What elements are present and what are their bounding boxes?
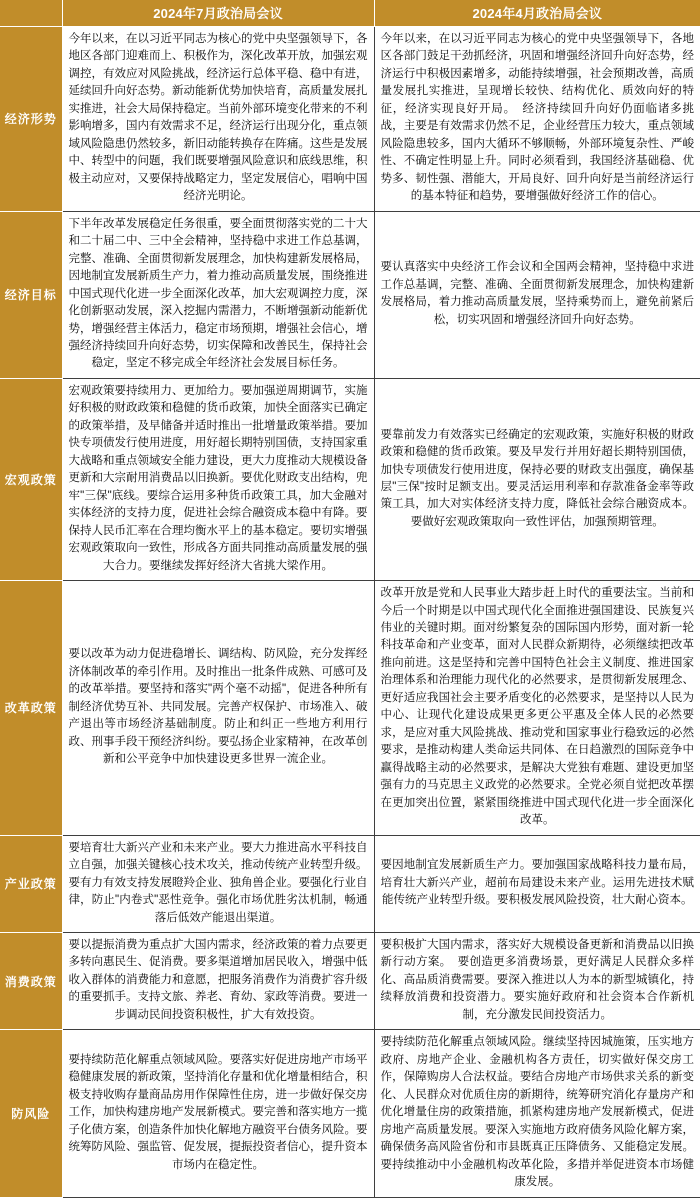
column-header-july: 2024年7月政治局会议 <box>62 0 374 27</box>
cell-text: 要认真落实中央经济工作会议和全国两会精神，坚持稳中求进工作总基调，完整、准确、全面贯彻新发展理念，加快构建新发展格局，着力推动高质量发展，坚持乘势而上，避免前紧后松，切实巩固和增强经济回升向好态势。 <box>380 261 694 326</box>
row-label-macro-policy: 宏观政策 <box>0 378 62 580</box>
cell-text: 下半年改革发展稳定任务很重，要全面贯彻落实党的二十大和二十届二中、三中全会精神，坚持稳中求进工作总基调，完整、准确、全面贯彻新发展理念，加快构建新发展格局，因地制宜发展新质生产力，着力推动高质量发展，围绕推进中国式现代化进一步全面深化改革，加大宏观调控力度，深化创新驱动发展，深入挖掘内需潜力，不断增强新动能新优势，增强经营主体活力，稳定市场预期，增强社会信心，增强经济持续回升向好态势，切实保障和改善民生，保持社会稳定，坚定不移完成全年经济社会发展目标任务。 <box>68 217 368 370</box>
cell-text: 要以改革为动力促进稳增长、调结构、防风险，充分发挥经济体制改革的牵引作用。及时推出一批条件成熟、可感可及的改革举措。要坚持和落实"两个毫不动摇"，促进各种所有制经济优势互补、共同发展。完善产权保护、市场准入、破产退出等市场经济基础制度。防止和纠正一些地方利用行政、刑事手段干预经济纠纷。要弘扬企业家精神，在改革创新和公平竞争中加快建设更多世界一流企业。 <box>68 648 368 766</box>
table-corner-cell <box>0 0 62 27</box>
table-header <box>0 0 700 27</box>
row-label-industrial-policy: 产业政策 <box>0 835 62 932</box>
cell-text: 要培育壮大新兴产业和未来产业。要大力推进高水平科技自立自强，加强关键核心技术攻关，推动传统产业转型升级。要有力有效支持发展瞪羚企业、独角兽企业。要强化行业自律，防止"内卷式"恶性竞争。强化市场优胜劣汰机制，畅通落后低效产能退出渠道。 <box>68 841 368 924</box>
cell-risk-prevention-april <box>374 1030 700 1197</box>
table-row <box>0 835 700 932</box>
cell-consumption-policy-april <box>374 932 700 1029</box>
row-label-consumption-policy: 消费政策 <box>0 932 62 1029</box>
table-row <box>0 378 700 580</box>
table-row <box>0 581 700 836</box>
column-header-april: 2024年4月政治局会议 <box>374 0 700 27</box>
cell-reform-policy-april <box>374 581 700 836</box>
table-body <box>0 27 700 1198</box>
table-row <box>0 1030 700 1197</box>
cell-text: 改革开放是党和人民事业大踏步赶上时代的重要法宝。当前和今后一个时期是以中国式现代化全面推进强国建设、民族复兴伟业的关键时期。面对纷繁复杂的国际国内形势，面对新一轮科技革命和产业变革，面对人民群众新期待，必须继续把改革推向前进。这是坚持和完善中国特色社会主义制度、推进国家治理体系和治理能力现代化的必然要求，是贯彻新发展理念、更好适应我国社会主要矛盾变化的必然要求，是坚持以人民为中心、让现代化建设成果更多更公平惠及全体人民的必然要求，是应对重大风险挑战、推动党和国家事业行稳致远的必然要求，是推动构建人类命运共同体、在日趋激烈的国际竞争中赢得战略主动的必然要求，是解决大党独有难题、建设更加坚强有力的马克思主义政党的必然要求。全党必须自觉把改革摆在更加突出位置，紧紧围绕推进中国式现代化进一步全面深化改革。 <box>380 587 694 827</box>
table-row <box>0 932 700 1029</box>
cell-text: 要以提振消费为重点扩大国内需求，经济政策的着力点要更多转向惠民生、促消费。要多渠道增加居民收入，增强中低收入群体的消费能力和意愿，把服务消费作为消费扩容升级的重要抓手。支持文旅、养老、育幼、家政等消费。要进一步调动民间投资积极性，扩大有效投资。 <box>68 938 368 1021</box>
cell-consumption-policy-july <box>62 932 374 1029</box>
row-label-economic-situation: 经济形势 <box>0 27 62 212</box>
cell-text: 今年以来，在以习近平同志为核心的党中央坚强领导下，各地区各部门迎难而上、积极作为，深化改革开放，加强宏观调控，有效应对风险挑战，经济运行总体平稳、稳中有进，延续回升向好态势。新动能新优势加快培育，高质量发展扎实推进，社会大局保持稳定。当前外部环境变化带来的不利影响增多，国内有效需求不足，经济运行出现分化，重点领域风险隐患仍然较多，新旧动能转换存在阵痛。这些是发展中、转型中的问题，我们既要增强风险意识和底线思维，积极主动应对，又要保持战略定力，坚定发展信心，唱响中国经济光明论。 <box>68 33 368 203</box>
table-row <box>0 211 700 378</box>
cell-reform-policy-july <box>62 581 374 836</box>
cell-text: 宏观政策要持续用力、更加给力。要加强逆周期调节，实施好积极的财政政策和稳健的货币政策，加快全面落实已确定的政策举措，及早储备并适时推出一批增量政策举措。要加快专项债发行使用进度，用好超长期特别国债，支持国家重大战略和重点领域安全能力建设，更大力度推动大规模设备更新和大宗耐用消费品以旧换新。要优化财政支出结构，兜牢"三保"底线。要综合运用多种货币政策工具，加大金融对实体经济的支持力度，促进社会综合融资成本稳中有降。要保持人民币汇率在合理均衡水平上的基本稳定。要切实增强宏观政策取向一致性，形成各方面共同推动高质量发展的强大合力。要继续发挥好经济大省挑大梁作用。 <box>68 384 368 572</box>
cell-text: 要持续防范化解重点领域风险。要落实好促进房地产市场平稳健康发展的新政策，坚持消化存量和优化增量相结合，积极支持收购存量商品房用作保障性住房，进一步做好保交房工作，加快构建房地产发展新模式。要完善和落实地方一揽子化债方案，创造条件加快化解地方融资平台债务风险。要统筹防风险、强监管、促发展，提振投资者信心，提升资本市场内在稳定性。 <box>68 1053 368 1171</box>
table-header-row <box>0 0 700 27</box>
cell-industrial-policy-april <box>374 835 700 932</box>
cell-macro-policy-april <box>374 378 700 580</box>
cell-text: 要靠前发力有效落实已经确定的宏观政策，实施好积极的财政政策和稳健的货币政策。要及早发行并用好超长期特别国债，加快专项债发行使用进度，保持必要的财政支出强度，确保基层"三保"按时足额支出。要灵活运用利率和存款准备金率等政策工具，加大对实体经济支持力度，降低社会综合融资成本。要做好宏观政策取向一致性评估，加强预期管理。 <box>380 428 694 528</box>
cell-economic-goals-july <box>62 211 374 378</box>
row-label-economic-goals: 经济目标 <box>0 211 62 378</box>
table-row <box>0 27 700 212</box>
row-label-risk-prevention: 防风险 <box>0 1030 62 1197</box>
cell-economic-goals-april <box>374 211 700 378</box>
row-label-reform-policy: 改革政策 <box>0 581 62 836</box>
cell-text: 今年以来，在以习近平同志为核心的党中央坚强领导下，各地区各部门鼓足干劲抓经济，巩固和增强经济回升向好态势，经济运行中积极因素增多，动能持续增强，社会预期改善，高质量发展扎实推进，呈现增长较快、结构优化、质效向好的特征，经济实现良好开局。 经济持续回升向好仍面临诸多挑战，主要是有效需求仍然不足，企业经营压力较大，重点领域风险隐患较多，国内大循环不够顺畅，外部环境复杂性、严峻性、不确定性明显上升。同时必须看到，我国经济基础稳、优势多、韧性强、潜能大，开局良好、回升向好是当前经济运行的基本特征和趋势，要增强做好经济工作的信心。 <box>380 33 694 203</box>
cell-economic-situation-july <box>62 27 374 212</box>
cell-industrial-policy-july <box>62 835 374 932</box>
cell-text: 要积极扩大国内需求，落实好大规模设备更新和消费品以旧换新行动方案。 要创造更多消费场景，更好满足人民群众多样化、高品质消费需要。要深入推进以人为本的新型城镇化，持续释放消费和投资潜力。要实施好政府和社会资本合作新机制，充分激发民间投资活力。 <box>380 938 694 1021</box>
cell-text: 要持续防范化解重点领域风险。继续坚持因城施策，压实地方政府、房地产企业、金融机构各方责任，切实做好保交房工作，保障购房人合法权益。要结合房地产市场供求关系的新变化、人民群众对优质住房的新期待，统筹研究消化存量房产和优化增量住房的政策措施，抓紧构建房地产发展新模式，促进房地产高质量发展。要深入实施地方政府债务风险化解方案，确保债务高风险省份和市县既真正压降债务、又能稳定发展。要持续推动中小金融机构改革化险，多措并举促进资本市场健康发展。 <box>380 1036 694 1189</box>
cell-macro-policy-july <box>62 378 374 580</box>
cell-risk-prevention-july <box>62 1030 374 1197</box>
cell-text: 要因地制宜发展新质生产力。要加强国家战略科技力量布局，培育壮大新兴产业，超前布局建设未来产业。运用先进技术赋能传统产业转型升级。要积极发展风险投资，壮大耐心资本。 <box>380 859 694 907</box>
cell-economic-situation-april <box>374 27 700 212</box>
